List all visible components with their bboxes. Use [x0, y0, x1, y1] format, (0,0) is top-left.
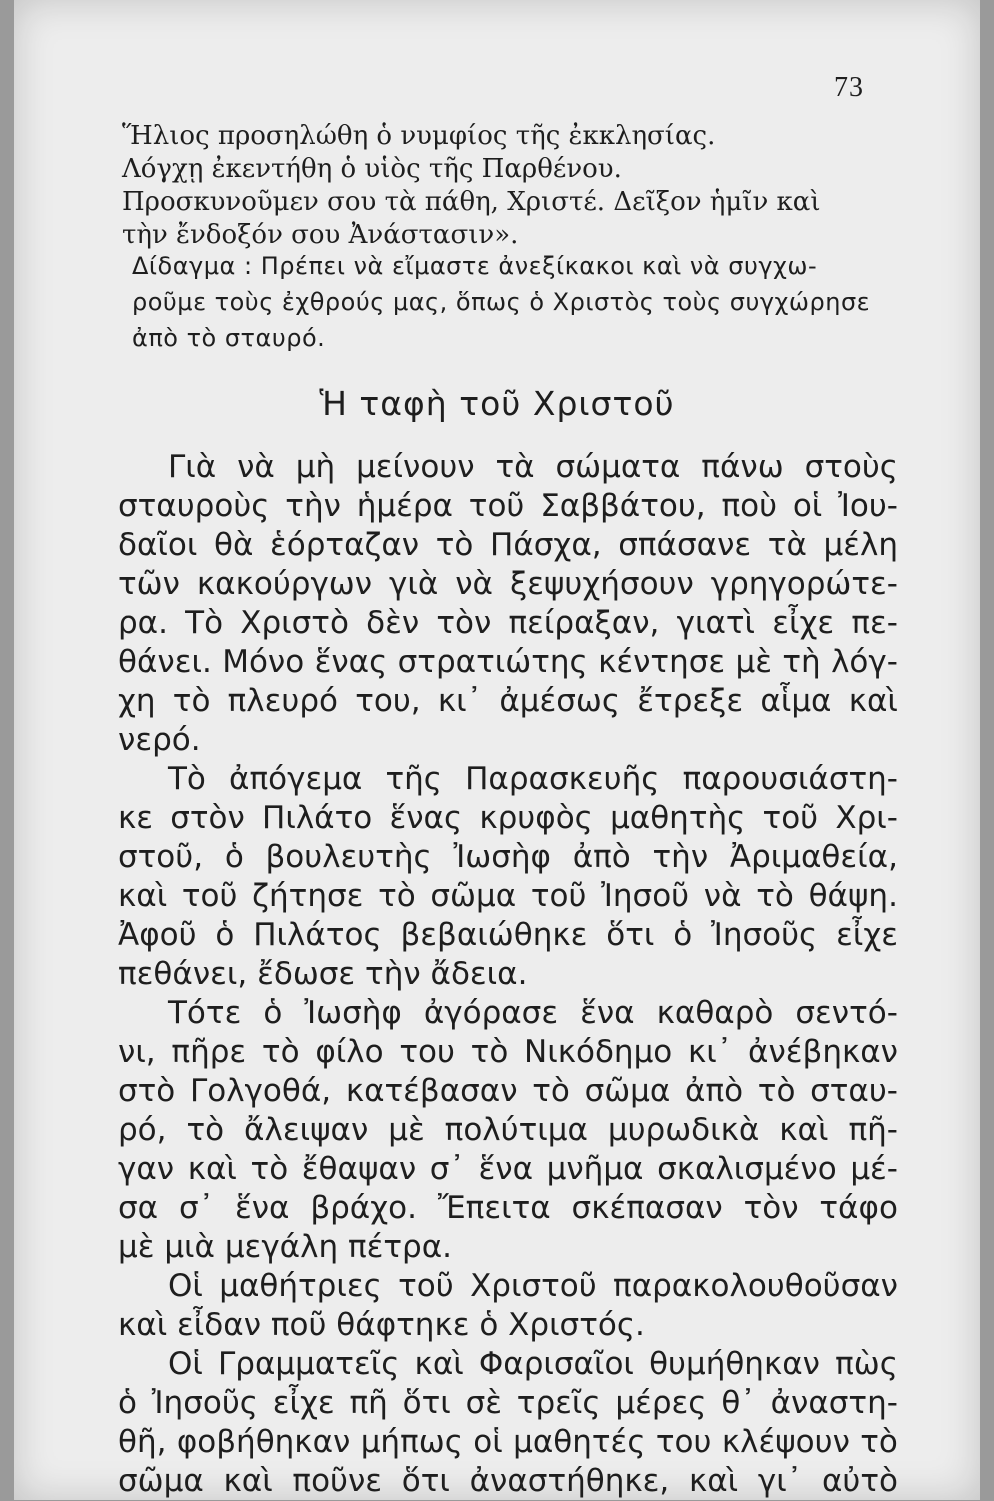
word: θάνει. [118, 644, 212, 680]
word: Χρι- [835, 800, 898, 836]
word: οἱ [792, 488, 823, 524]
word: κι᾿ [437, 683, 483, 719]
body-line [118, 877, 898, 916]
word: γι᾿ [757, 1463, 803, 1499]
word: ἀνέβηκαν [748, 1034, 898, 1070]
word: μείνουν [356, 449, 475, 485]
body-line [118, 682, 898, 721]
word: γιατὶ [676, 605, 756, 641]
word: τάφο [819, 1190, 898, 1226]
lesson-line: ροῦμε τοὺς ἐχθρούς μας, ὅπως ὁ Χριστὸς τοὺς συγχώρησε [132, 288, 871, 316]
word: Ἰου- [838, 488, 898, 524]
body-line [118, 1150, 898, 1189]
word: τὸ [756, 878, 794, 914]
body-line [118, 838, 898, 877]
word: Σαββάτου, [540, 488, 706, 524]
body-line [118, 1345, 898, 1384]
word: μέρες [615, 1385, 707, 1421]
word: δὲν [366, 605, 420, 641]
word: σ᾿ [429, 1151, 465, 1187]
word: ἕνας [314, 644, 388, 680]
word: Γιὰ [168, 449, 217, 485]
word: σῶμα [430, 878, 517, 914]
word: αὐτὸ [821, 1463, 898, 1499]
word: βεβαιώθηκε [400, 917, 588, 953]
word: παρουσιάστη- [682, 761, 898, 797]
word: στὸ [118, 1073, 176, 1109]
word: τὸ [250, 1151, 289, 1187]
hymn-block [122, 120, 882, 252]
word: σκαλισμένο [657, 1151, 837, 1187]
word: τὸ [172, 683, 211, 719]
word: ὅτι [606, 917, 655, 953]
word: νὰ [703, 878, 742, 914]
word: Ἀριμαθεία, [729, 839, 898, 875]
body-line [118, 1384, 898, 1423]
word: Γραμματεῖς [218, 1346, 400, 1382]
word: σπάσανε [618, 527, 752, 563]
word: σῶμα [118, 1463, 204, 1499]
word: μαθητές [513, 1424, 646, 1460]
section-title: Ἡ ταφὴ τοῦ Χριστοῦ [319, 384, 675, 423]
body-line [118, 1189, 898, 1228]
word: ἀπὸ [685, 1073, 744, 1109]
word: καὶ [848, 683, 898, 719]
word: Νικόδημο [524, 1034, 673, 1070]
word: ἀπόγεμα [229, 761, 363, 797]
body-line [118, 1033, 898, 1072]
word: ἕνα [478, 1151, 534, 1187]
word: μέ- [850, 1151, 898, 1187]
word: κρυφὸς [479, 800, 593, 836]
word: γιὰ [389, 566, 439, 602]
word: ἡμέρα [356, 488, 453, 524]
word: δαῖοι [118, 527, 198, 563]
word: στοὺς [804, 449, 898, 485]
word: κε [118, 800, 154, 836]
word: μὲ [735, 644, 772, 680]
body-line [118, 565, 898, 604]
body-line [118, 760, 898, 799]
word: σὲ [465, 1385, 502, 1421]
word: ἀμέσως [499, 683, 621, 719]
word: μὲ [388, 1112, 425, 1148]
word: τὸν [743, 1190, 799, 1226]
body-line [118, 526, 898, 565]
body-line: καὶ εἶδαν ποῦ θάφτηκε ὁ Χριστός. [118, 1307, 645, 1343]
word: ρα. [118, 605, 168, 641]
body-line [118, 994, 898, 1033]
book-page [14, 0, 980, 1500]
word: ἀπὸ [572, 839, 631, 875]
word: καὶ [223, 1463, 273, 1499]
word: τὰ [495, 449, 535, 485]
word: πῆ [349, 1385, 388, 1421]
word: πείραξαν, [508, 605, 660, 641]
word: χη [118, 683, 156, 719]
word: πάνω [701, 449, 784, 485]
word: τὸ [435, 527, 474, 563]
body-line [118, 1111, 898, 1150]
word: νὰ [455, 566, 493, 602]
word: ξεψυχήσουν [509, 566, 694, 602]
body-line [118, 916, 898, 955]
body-text [118, 448, 898, 1501]
word: ποὺ [721, 488, 778, 524]
word: Πάσχα, [490, 527, 602, 563]
word: του [399, 1034, 455, 1070]
word: τὸ [532, 1073, 570, 1109]
word: Πιλάτος [253, 917, 382, 953]
word: νὰ [237, 449, 275, 485]
word: σταυροὺς [118, 488, 270, 524]
body-line [118, 799, 898, 838]
word: τὸ [186, 1112, 225, 1148]
word: κέντησε [598, 644, 726, 680]
word: στρατιώτης [397, 644, 588, 680]
word: Ἰωσὴφ [453, 839, 551, 875]
hymn-line: τὴν ἔνδοξόν σου Ἀνάστασιν». [122, 220, 519, 250]
word: στὸν [170, 800, 245, 836]
word: κλέψουν [721, 1424, 850, 1460]
word: τοῦ [398, 1268, 454, 1304]
word: τὸ [470, 1034, 509, 1070]
word: ἑόρταζαν [270, 527, 420, 563]
word: ἔτρεξε [637, 683, 744, 719]
hymn-line: Προσκυνοῦμεν σου τὰ πάθη, Χριστέ. Δεῖξον ἡμῖν καὶ [122, 187, 821, 217]
word: βουλευτὴς [265, 839, 432, 875]
word: τὸ [757, 1073, 796, 1109]
word: Τότε [168, 995, 242, 1031]
word: καὶ [414, 1346, 464, 1382]
word: θὰ [213, 527, 254, 563]
word: σῶμα [584, 1073, 671, 1109]
word: του, [355, 683, 421, 719]
word: μνῆμα [546, 1151, 644, 1187]
lesson-line: ἀπὸ τὸ σταυρό. [132, 324, 326, 352]
word: τοῦ [530, 878, 587, 914]
lesson-label: Δίδαγμα : [132, 252, 253, 280]
word: Ἀφοῦ [118, 917, 197, 953]
word: Ἰησοῦ [601, 878, 690, 914]
word: γαν [118, 1151, 175, 1187]
word: τοῦ [181, 878, 238, 914]
word: ὁ [224, 839, 244, 875]
word: Χριστοῦ [470, 1268, 597, 1304]
word: σεντό- [795, 995, 898, 1031]
word: ἄλειψαν [244, 1112, 369, 1148]
word: στοῦ, [118, 839, 204, 875]
body-line: νερό. [118, 722, 201, 758]
word: τὴ [782, 644, 821, 680]
word: σκέπασαν [571, 1190, 723, 1226]
word: κατέβασαν [345, 1073, 518, 1109]
word: Ἰωσὴφ [304, 995, 402, 1031]
word: ἕνα [580, 995, 635, 1031]
word: Χριστὸ [240, 605, 349, 641]
word: ποῦνε [292, 1463, 383, 1499]
word: Πιλάτο [262, 800, 373, 836]
word: τὸ [378, 878, 416, 914]
word: τὴν [285, 488, 341, 524]
word: Τὸ [185, 605, 224, 641]
word: θάψη. [808, 878, 898, 914]
lesson-block [132, 248, 902, 356]
word: μαθητὴς [610, 800, 746, 836]
lesson-first-line [132, 248, 902, 284]
word: τοῦ [468, 488, 525, 524]
word: πῆρε [171, 1034, 247, 1070]
body-line [118, 604, 898, 643]
body-line [118, 487, 898, 526]
word: Τὸ [168, 761, 206, 797]
word: Ἔπειτα [437, 1190, 551, 1226]
word: Οἱ [168, 1268, 203, 1304]
word: σ᾿ [178, 1190, 215, 1226]
word: τρεῖς [516, 1385, 601, 1421]
word: εἶχε [272, 1385, 335, 1421]
word: λόγ- [831, 644, 898, 680]
word: ὁ [215, 917, 235, 953]
word: τῆς [385, 761, 442, 797]
word: πλευρό [227, 683, 338, 719]
hymn-line: Ἥλιος προσηλώθη ὁ νυμφίος τῆς ἐκκλησίας. [122, 121, 716, 151]
word: ὁ [118, 1385, 137, 1421]
word: τὴν [652, 839, 709, 875]
body-line [118, 448, 898, 487]
word: πολύτιμα [444, 1112, 588, 1148]
word: σώματα [555, 449, 681, 485]
word: οἱ [473, 1424, 503, 1460]
word: πε- [851, 605, 898, 641]
word: μυρωδικὰ [607, 1112, 760, 1148]
word: μέλη [823, 527, 898, 563]
word: πῆ- [848, 1112, 898, 1148]
word: Γολγοθά, [189, 1073, 332, 1109]
word: ἀναστήθηκε, [469, 1463, 670, 1499]
word: ἀγόρασε [423, 995, 559, 1031]
word: τὸ [860, 1424, 898, 1460]
word: σταυ- [810, 1073, 898, 1109]
word: θ᾿ [721, 1385, 756, 1421]
word: παρακολουθοῦσαν [613, 1268, 898, 1304]
body-line [118, 1267, 898, 1306]
word: αἷμα [760, 683, 832, 719]
word: τὸν [436, 605, 492, 641]
word: μὴ [295, 449, 336, 485]
word: ὁ [673, 917, 693, 953]
word: θυμήθηκαν [649, 1346, 820, 1382]
word: καθαρὸ [656, 995, 774, 1031]
word: μήπως [360, 1424, 463, 1460]
word: ρό, [118, 1112, 167, 1148]
word: καὶ [779, 1112, 829, 1148]
word: εἶχε [772, 605, 835, 641]
body-line [118, 1072, 898, 1111]
word: καὶ [187, 1151, 237, 1187]
word: μαθήτριες [219, 1268, 382, 1304]
body-line [118, 1462, 898, 1501]
word: ὁ [263, 995, 283, 1031]
lesson-line: Πρέπει νὰ εἴμαστε ἀνεξίκακοι καὶ νὰ συγχω- [260, 252, 818, 280]
word: του [655, 1424, 712, 1460]
word: Ἰησοῦς [711, 917, 818, 953]
word: ἀναστη- [770, 1385, 898, 1421]
word: βράχο. [310, 1190, 417, 1226]
word: τὸ [261, 1034, 300, 1070]
word: κακούργων [196, 566, 373, 602]
word: Μόνο [222, 644, 305, 680]
word: ὅτι [402, 1385, 451, 1421]
word: καὶ [118, 878, 168, 914]
body-line: πεθάνει, ἔδωσε τὴν ἄδεια. [118, 956, 528, 992]
word: φίλο [315, 1034, 384, 1070]
word: ἔθαψαν [301, 1151, 417, 1187]
word: πὼς [835, 1346, 898, 1382]
word: ζήτησε [252, 878, 364, 914]
word: ἕνα [234, 1190, 290, 1226]
page-number: 73 [834, 72, 864, 103]
word: νι, [118, 1034, 156, 1070]
word: τοῦ [762, 800, 819, 836]
word: κι᾿ [688, 1034, 733, 1070]
word: θῆ, [118, 1424, 167, 1460]
word: σα [118, 1190, 159, 1226]
body-line: μὲ μιὰ μεγάλη πέτρα. [118, 1229, 452, 1265]
word: τῶν [118, 566, 180, 602]
word: Παρασκευῆς [465, 761, 660, 797]
word: Φαρισαῖοι [478, 1346, 634, 1382]
word: εἶχε [836, 917, 898, 953]
word: ἕνας [389, 800, 463, 836]
body-line [118, 1423, 898, 1462]
word: γρηγορώτε- [710, 566, 898, 602]
body-line [118, 643, 898, 682]
word: τὰ [767, 527, 807, 563]
word: Οἱ [168, 1346, 203, 1382]
word: ὅτι [401, 1463, 450, 1499]
word: φοβήθηκαν [176, 1424, 351, 1460]
word: καὶ [688, 1463, 739, 1499]
hymn-line: Λόγχῃ ἐκεντήθη ὁ υἱὸς τῆς Παρθένου. [122, 154, 622, 184]
word: Ἰησοῦς [151, 1385, 258, 1421]
